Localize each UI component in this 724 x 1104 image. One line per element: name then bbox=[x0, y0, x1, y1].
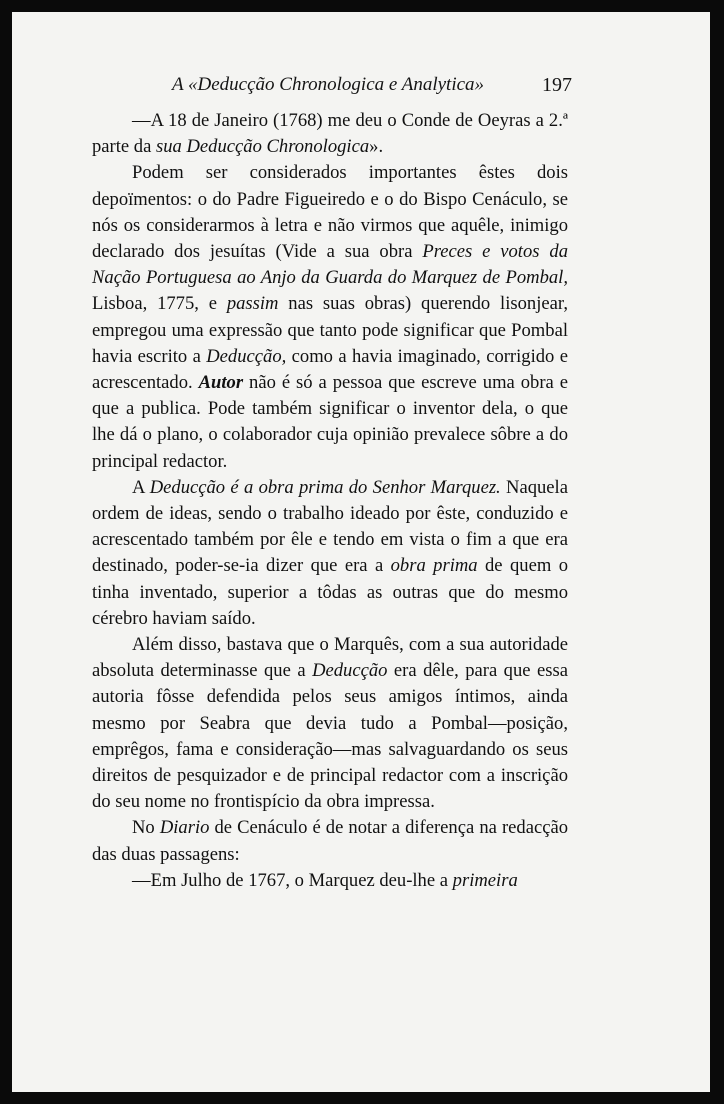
text-run: de quem o tinha inventado, superior a tôdas as outras que do mesmo cérebro haviam saído. bbox=[92, 555, 568, 629]
page-number: 197 bbox=[542, 74, 572, 96]
text-run: A bbox=[132, 476, 150, 498]
italic-title: Preces e votos da Nação Portuguesa ao Anjo da Guarda do Marquez de Pombal, bbox=[92, 241, 568, 289]
paragraph-5 bbox=[92, 815, 568, 867]
paragraph-6 bbox=[92, 868, 568, 894]
paragraph-2 bbox=[92, 160, 568, 474]
text-run: Lisboa, 1775, e bbox=[92, 293, 227, 315]
text-run: Podem ser considerados importantes êstes dois depoïmentos: o do Padre Figueiredo e o do Bispo Cenáculo, se nós os considerarmos à letra e não virmos que aquêle, inimigo declarado dos jesuítas (Vide a sua obra bbox=[92, 162, 568, 263]
text-run: como a havia imaginado, corrigido e acrescentado. bbox=[92, 345, 568, 394]
paragraph-4 bbox=[92, 632, 568, 815]
paragraph-1 bbox=[92, 108, 568, 160]
italic-word: Deducção, bbox=[206, 345, 287, 367]
text-run: era dêle, para que essa autoria fôsse defendida pelos seus amigos íntimos, ainda mesmo por Seabra que devia tudo a Pombal—posição, emprêgos, fama e consideração—mas salvaguardando os seus direitos de pesquizador e de principal redactor com a inscrição do seu nome no frontispício da obra impressa. bbox=[92, 660, 568, 813]
text-run: —Em Julho de 1767, o Marquez deu-lhe a bbox=[132, 869, 453, 891]
book-page bbox=[12, 12, 710, 1092]
text-run: Além disso, bastava que o Marquês, com a sua autoridade absoluta determinasse que a bbox=[92, 634, 568, 682]
body-text bbox=[92, 108, 568, 894]
italic-word: primeira bbox=[452, 869, 518, 891]
italic-word: obra prima bbox=[390, 555, 478, 577]
text-run: —A 18 de Janeiro (1768) me deu o Conde de Oeyras a 2.ª parte da bbox=[92, 110, 568, 158]
text-run: de Cenáculo é de notar a diferença na redacção das duas passagens: bbox=[92, 817, 569, 865]
italic-word: Diario bbox=[159, 817, 210, 839]
running-title: A «Deducção Chronologica e Analytica» bbox=[172, 74, 485, 95]
text-run: No bbox=[132, 817, 160, 839]
page-header bbox=[132, 70, 572, 100]
paragraph-3 bbox=[92, 475, 568, 632]
text-run: ». bbox=[369, 136, 384, 158]
text-run: não é só a pessoa que escreve uma obra e que a publica. Pode também significar o inventor dela, o que lhe dá o plano, o colaborador cuja opinião prevalece sôbre a do principal redactor. bbox=[92, 372, 568, 472]
text-run: nas suas obras) querendo lisonjear, empregou uma expressão que tanto pode significar que Pombal havia escrito a bbox=[92, 293, 568, 367]
italic-quote: Deducção é a obra prima do Senhor Marquez. bbox=[149, 476, 501, 498]
italic-word: Deducção bbox=[312, 660, 388, 682]
text-run: Naquela ordem de ideas, sendo o trabalho ideado por êste, conduzido e acrescentado também por êle e tendo em vista o fim a que era destinado, poder-se-ia dizer que era a bbox=[92, 476, 568, 577]
italic-word: passim bbox=[226, 293, 279, 315]
italic-title: sua Deducção Chronologica bbox=[156, 136, 370, 158]
italic-word: Autor bbox=[198, 372, 244, 394]
